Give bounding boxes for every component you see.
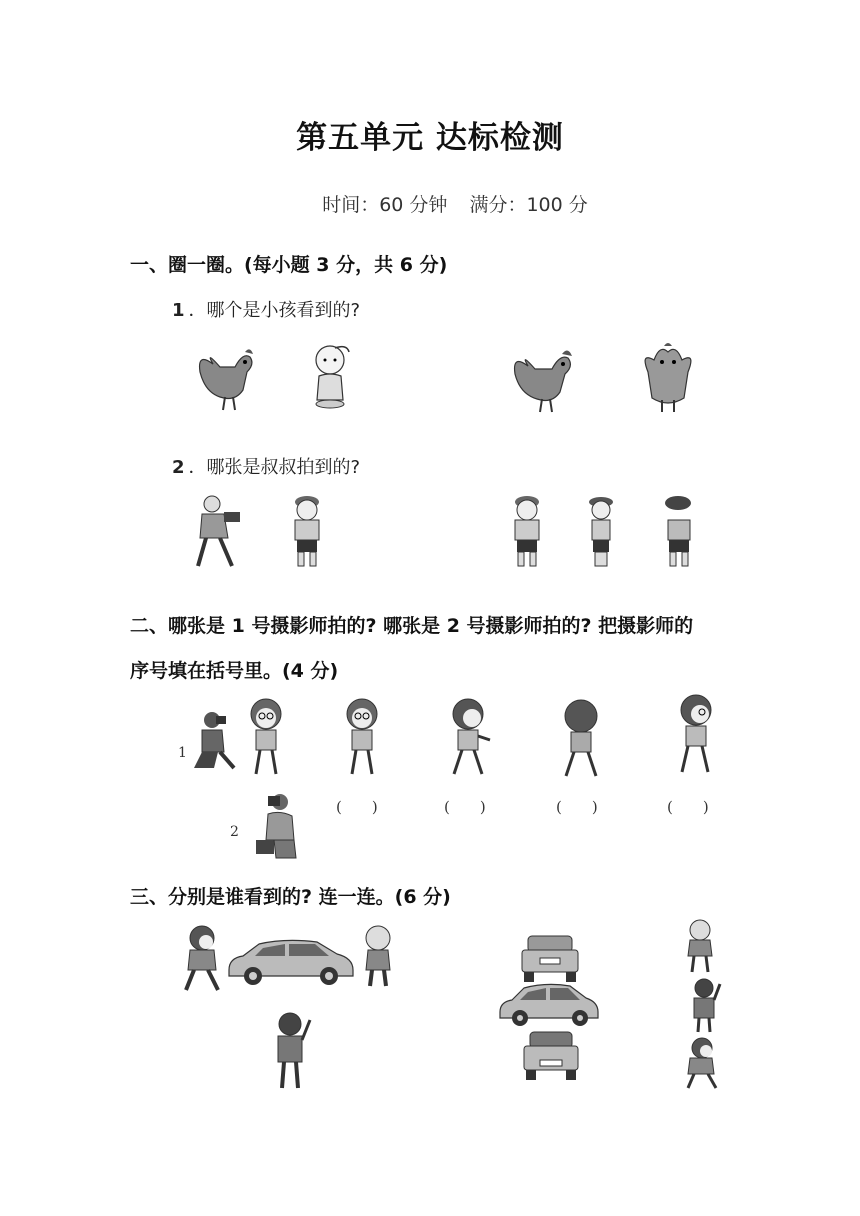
child-icon [305,342,355,410]
question-1-number: 1 [172,300,185,321]
kid-view-b-icon [688,978,726,1034]
answer-blank-4[interactable]: ( ) [667,798,709,816]
car-side-icon [225,936,357,988]
time-limit: 时间：60 分钟 [322,194,448,216]
section2-heading-line2: 序号填在括号里。(4 分) [130,660,339,682]
kid-right-icon [358,924,398,990]
section3-heading: 三、分别是谁看到的? 连一连。(6 分) [130,886,451,908]
boy-option-c-icon [658,494,698,570]
crouching-photographer-icon [250,792,302,862]
kneeling-photographer-icon [190,710,238,772]
cartoon-kid-5-icon [674,692,718,778]
question-1 [172,296,360,322]
kid-view-c-icon [682,1036,722,1090]
question-1-text: ．哪个是小孩看到的? [188,300,361,321]
question-2-number: 2 [172,457,185,478]
answer-blank-2[interactable]: ( ) [444,798,486,816]
cartoon-kid-4-icon [560,696,602,780]
car-side-2-icon [498,982,602,1028]
cartoon-kid-2-icon [342,696,382,780]
answer-blank-3[interactable]: ( ) [556,798,598,816]
car-front-icon [522,1030,580,1082]
answer-blank-1[interactable]: ( ) [336,798,378,816]
boy-option-a-icon [505,494,549,570]
rooster-side-icon [195,342,260,412]
rooster-side-2-icon [510,342,580,414]
question-2 [172,453,360,479]
boy-icon [285,494,329,570]
cartoon-kid-1-icon [246,696,286,780]
rooster-front-icon [640,342,696,414]
kid-view-a-icon [682,918,718,974]
full-score: 满分：100 分 [469,194,588,216]
photographer-1-label: 1 [178,745,187,761]
cartoon-kid-3-icon [446,696,494,780]
car-rear-icon [520,934,580,984]
exam-meta [0,190,860,217]
boy-option-b-icon [584,494,618,570]
section2-heading-line1: 二、哪张是 1 号摄影师拍的? 哪张是 2 号摄影师拍的? 把摄影师的 [130,615,694,637]
uncle-photographer-icon [192,492,244,570]
photographer-2-label: 2 [230,824,239,840]
question-2-text: ．哪张是叔叔拍到的? [188,457,361,478]
section1-heading: 一、圈一圈。(每小题 3 分，共 6 分) [130,254,448,276]
page-title: 第五单元 达标检测 [296,120,564,156]
kid-left-icon [178,924,228,994]
kid-back-icon [268,1012,316,1090]
